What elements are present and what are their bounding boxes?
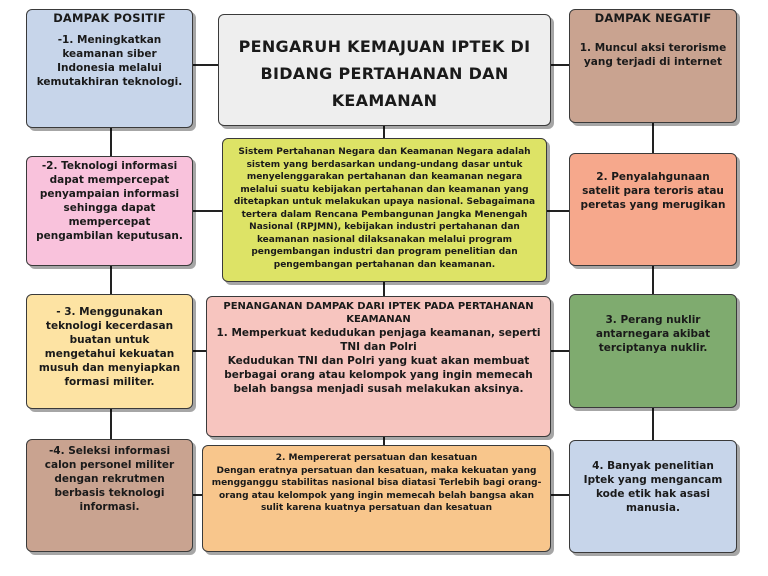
connector-line xyxy=(110,128,112,156)
definition-box xyxy=(222,138,547,282)
connector-line xyxy=(193,350,206,352)
positive-heading: DAMPAK POSITIF xyxy=(53,11,166,25)
negative-item-4: 4. Banyak penelitian Iptek yang mengancam kode etik hak asasi manusia. xyxy=(583,460,723,514)
positive-box-2 xyxy=(26,156,193,266)
connector-line xyxy=(110,409,112,439)
connector-line xyxy=(652,266,654,294)
negative-box-1 xyxy=(569,9,737,123)
handling-item-2-title: 2. Mempererat persatuan dan kesatuan xyxy=(275,453,478,463)
title-box xyxy=(218,14,551,126)
connector-line xyxy=(110,266,112,294)
handling-item-1-title: 1. Memperkuat kedudukan penjaga keamanan, seperti TNI dan Polri xyxy=(216,327,541,353)
negative-box-3 xyxy=(569,294,737,408)
handling-heading: PENANGANAN DAMPAK DARI IPTEK PADA PERTAHANAN KEAMANAN xyxy=(223,301,534,325)
negative-box-4 xyxy=(569,440,737,553)
connector-line xyxy=(551,494,569,496)
connector-line xyxy=(652,408,654,440)
negative-item-1: 1. Muncul aksi terorisme yang terjadi di internet xyxy=(579,42,727,68)
handling-box-1 xyxy=(206,296,551,437)
connector-line xyxy=(652,123,654,153)
connector-line xyxy=(383,282,385,296)
connector-line xyxy=(193,64,218,66)
positive-item-1: -1. Meningkatkan keamanan siber Indonesia melalui kemutakhiran teknologi. xyxy=(36,34,183,88)
positive-item-4: -4. Seleksi informasi calon personel militer dengan rekrutmen berbasis teknologi informasi. xyxy=(44,445,175,513)
handling-item-2-body: Dengan eratnya persatuan dan kesatuan, maka kekuatan yang mengganggu stabilitas nasional bisa diatasi Terlebih bagi orang-orang atau kelompok yang ingin memecah belah bangsa akan sulit karena kuatnya persatuan dan kesatuan xyxy=(211,465,542,513)
definition-text: Sistem Pertahanan Negara dan Keamanan Negara adalah sistem yang berdasarkan undang-undang dasar untuk menyelenggarakan pertahanan dan keamanan negara melalui suatu kebijakan pertahanan dan keamanan yang ditetapkan untuk melakukan upaya nasional. Sebagaimana tertera dalam Rencana Pembangunan Jangka Menengah Nasional (RPJMN), kebijakan industri pertahanan dan keamanan nasional dilaksanakan melalui program pengembangan industri dan program penelitian dan pengembangan pertahanan dan keamanan. xyxy=(233,147,536,270)
handling-item-1-body: Kedudukan TNI dan Polri yang kuat akan membuat berbagai orang atau kelompok yang ingin memecah belah bangsa menjadi susah melakukan aksinya. xyxy=(224,355,533,395)
connector-line xyxy=(551,350,569,352)
connector-line xyxy=(193,210,222,212)
negative-item-3: 3. Perang nuklir antarnegara akibat terciptanya nuklir. xyxy=(595,314,711,354)
connector-line xyxy=(383,437,385,445)
positive-box-3 xyxy=(26,294,193,409)
positive-box-4 xyxy=(26,439,193,552)
positive-item-3: - 3. Menggunakan teknologi kecerdasan buatan untuk mengetahui kekuatan musuh dan menyiapkan formasi militer. xyxy=(38,306,181,388)
connector-line xyxy=(551,64,569,66)
connector-line xyxy=(547,210,569,212)
connector-line xyxy=(383,126,385,138)
negative-item-2: 2. Penyalahgunaan satelit para teroris atau peretas yang merugikan xyxy=(580,171,726,211)
connector-line xyxy=(193,494,202,496)
positive-box-1 xyxy=(26,9,193,128)
page-title: PENGARUH KEMAJUAN IPTEK DI BIDANG PERTAHANAN DAN KEAMANAN xyxy=(238,37,531,110)
negative-box-2 xyxy=(569,153,737,266)
negative-heading: DAMPAK NEGATIF xyxy=(594,11,712,25)
handling-box-2 xyxy=(202,445,551,552)
positive-item-2: -2. Teknologi informasi dapat mempercepat penyampaian informasi sehingga dapat mempercepat pengambilan keputusan. xyxy=(36,160,183,242)
